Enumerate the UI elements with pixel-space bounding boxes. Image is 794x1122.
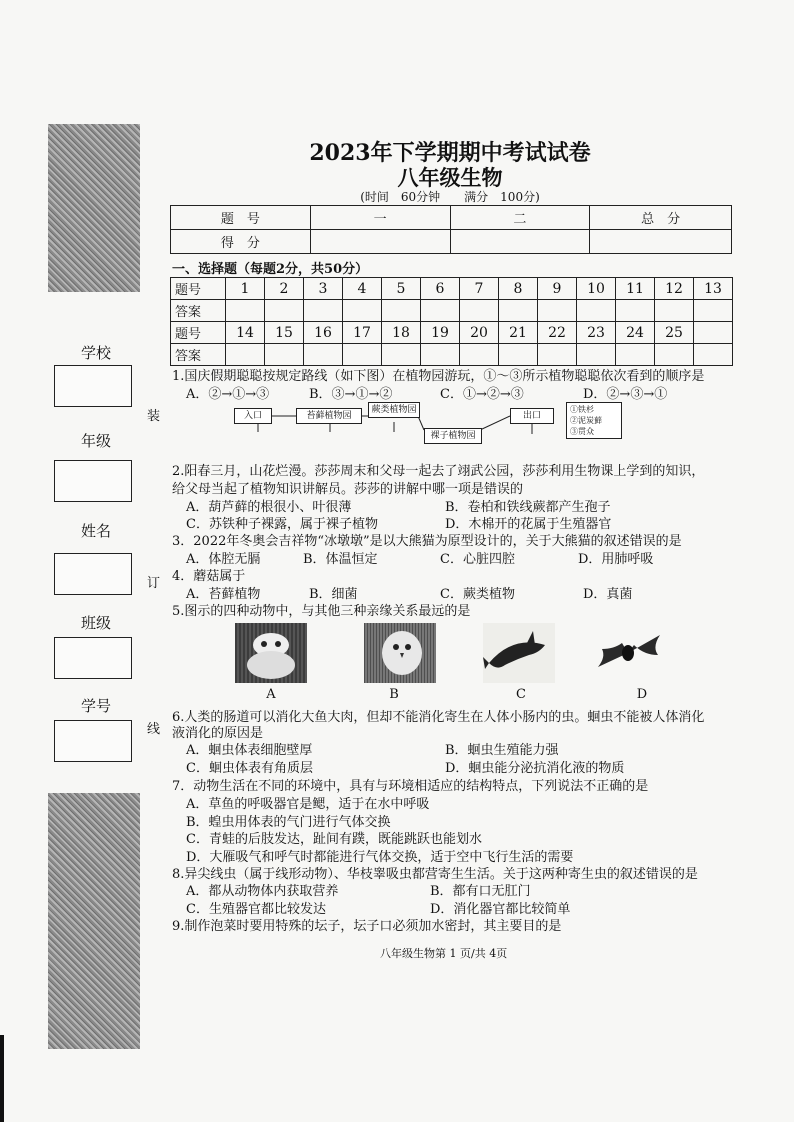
answer-cell[interactable] — [655, 300, 694, 322]
route-fern-garden: 蕨类植物园 — [368, 402, 420, 418]
answer-cell[interactable] — [616, 344, 655, 366]
question-number-cell: 3 — [304, 278, 343, 300]
exam-info: (时间 60分钟 满分 100分) — [360, 190, 540, 204]
answer-row-label: 答案 — [171, 300, 226, 322]
score-cell[interactable] — [310, 230, 450, 254]
answer-cell[interactable] — [343, 300, 382, 322]
animal-image-a — [235, 623, 307, 683]
question-2-line1: 2.阳春三月，山花烂漫。莎莎周末和父母一起去了翊武公园，莎莎利用生物课上学到的知识， — [172, 464, 705, 479]
question-number-cell: 11 — [616, 278, 655, 300]
question-number-cell: 18 — [382, 322, 421, 344]
answer-row-label: 答案 — [171, 344, 226, 366]
route-entrance: 入口 — [234, 408, 272, 424]
q7-option-d: D．大雁吸气和呼气时都能进行气体交换，适于空中飞行生活的需要 — [186, 850, 574, 865]
q1-option-a: A．②→①→③ — [186, 387, 270, 402]
exam-title: 2023年下学期期中考试试卷 — [309, 140, 591, 166]
q7-option-b: B．蝗虫用体表的气门进行气体交换 — [186, 815, 391, 830]
score-row-label: 得 分 — [171, 230, 311, 254]
route-diagram — [232, 400, 618, 446]
answer-cell[interactable] — [460, 300, 499, 322]
question-number-cell: 2 — [265, 278, 304, 300]
score-header-cell: 总 分 — [590, 206, 732, 230]
q6-option-a: A．蛔虫体表细胞壁厚 — [186, 743, 313, 758]
answer-cell[interactable] — [226, 300, 265, 322]
empty-cell — [694, 322, 733, 344]
answer-row-label: 题号 — [171, 278, 226, 300]
q2-option-c: C．苏铁种子裸露，属于裸子植物 — [186, 517, 378, 532]
animal-image-d — [592, 623, 664, 683]
answer-cell[interactable] — [499, 344, 538, 366]
name-label: 姓名 — [80, 522, 111, 540]
student-id-label: 学号 — [80, 697, 111, 715]
answer-cell[interactable] — [538, 344, 577, 366]
answer-cell[interactable] — [616, 300, 655, 322]
question-3: 3．2022年冬奥会吉祥物“冰墩墩”是以大熊猫为原型设计的，关于大熊猫的叙述错误的是 — [172, 534, 682, 549]
question-number-cell: 25 — [655, 322, 694, 344]
shaded-block-bottom — [48, 793, 140, 1049]
q2-option-d: D．木棉开的花属于生殖器官 — [445, 517, 612, 532]
q3-option-a: A．体腔无膈 — [186, 552, 261, 567]
q8-option-b: B．都有口无肛门 — [430, 884, 531, 899]
shaded-block-top — [48, 124, 140, 292]
question-number-cell: 19 — [421, 322, 460, 344]
question-1: 1.国庆假期聪聪按规定路线（如下图）在植物园游玩，①～③所示植物聪聪依次看到的顺序是 — [172, 369, 705, 384]
question-5: 5.图示的四种动物中，与其他三种亲缘关系最远的是 — [172, 604, 471, 619]
answer-cell[interactable] — [421, 300, 460, 322]
q8-option-d: D．消化器官都比较简单 — [430, 902, 571, 917]
answer-cell[interactable] — [304, 344, 343, 366]
answer-cell[interactable] — [343, 344, 382, 366]
score-cell[interactable] — [590, 230, 732, 254]
question-number-cell: 1 — [226, 278, 265, 300]
animal-label-c: C — [516, 687, 526, 702]
q6-option-c: C．蛔虫体表有角质层 — [186, 761, 313, 776]
question-number-cell: 16 — [304, 322, 343, 344]
binding-char-zhuang: 装 — [147, 409, 161, 424]
answer-cell[interactable] — [382, 300, 421, 322]
animal-label-b: B — [389, 687, 399, 702]
section-title: 一、选择题（每题2分，共50分） — [172, 262, 369, 277]
school-label: 学校 — [80, 344, 111, 362]
q6-option-d: D．蛔虫能分泌抗消化液的物质 — [445, 761, 625, 776]
answer-cell[interactable] — [421, 344, 460, 366]
score-header-cell: 一 — [310, 206, 450, 230]
answer-cell[interactable] — [577, 300, 616, 322]
answer-row-label: 题号 — [171, 322, 226, 344]
legend-item: ①铁杉 — [570, 405, 594, 414]
question-number-cell: 9 — [538, 278, 577, 300]
q4-option-c: C．蕨类植物 — [440, 587, 515, 602]
name-box[interactable] — [54, 553, 132, 595]
q8-option-a: A．都从动物体内获取营养 — [186, 884, 339, 899]
legend-item: ③贯众 — [570, 427, 594, 436]
question-number-cell: 20 — [460, 322, 499, 344]
q7-option-a: A．草鱼的呼吸器官是鳃，适于在水中呼吸 — [186, 797, 430, 812]
question-8: 8.异尖线虫（属于线形动物）、华枝睾吸虫都营寄生生活。关于这两种寄生虫的叙述错误的是 — [172, 867, 698, 882]
class-box[interactable] — [54, 637, 132, 679]
exam-subtitle: 八年级生物 — [397, 165, 503, 190]
question-number-cell: 12 — [655, 278, 694, 300]
question-number-cell: 7 — [460, 278, 499, 300]
question-7: 7．动物生活在不同的环境中，具有与环境相适应的结构特点，下列说法不正确的是 — [172, 779, 649, 794]
question-2-line2: 给父母当起了植物知识讲解员。莎莎的讲解中哪一项是错误的 — [172, 482, 524, 497]
question-number-cell: 13 — [694, 278, 733, 300]
question-number-cell: 21 — [499, 322, 538, 344]
question-number-cell: 4 — [343, 278, 382, 300]
school-box[interactable] — [54, 365, 132, 407]
score-header-cell: 二 — [450, 206, 590, 230]
q6-option-b: B．蛔虫生殖能力强 — [445, 743, 559, 758]
class-label: 班级 — [80, 614, 111, 632]
animal-image-c — [483, 623, 555, 683]
route-exit: 出口 — [510, 408, 554, 424]
question-number-cell: 14 — [226, 322, 265, 344]
q3-option-d: D．用肺呼吸 — [578, 552, 654, 567]
question-number-cell: 5 — [382, 278, 421, 300]
question-number-cell: 15 — [265, 322, 304, 344]
route-gymnosperm-garden: 裸子植物园 — [424, 428, 482, 444]
answer-cell[interactable] — [265, 344, 304, 366]
answer-cell[interactable] — [577, 344, 616, 366]
q3-option-b: B．体温恒定 — [303, 552, 378, 567]
answer-cell[interactable] — [655, 344, 694, 366]
route-legend — [566, 402, 622, 439]
legend-item: ②泥炭藓 — [570, 416, 602, 425]
answer-cell[interactable] — [304, 300, 343, 322]
binding-char-xian: 线 — [147, 722, 161, 737]
score-table — [170, 205, 732, 254]
answer-cell[interactable] — [382, 344, 421, 366]
question-4: 4．蘑菇属于 — [172, 569, 246, 584]
answer-cell[interactable] — [226, 344, 265, 366]
q7-option-c: C．青蛙的后肢发达，趾间有蹼，既能跳跃也能划水 — [186, 832, 482, 847]
answer-cell[interactable] — [694, 300, 733, 322]
answer-cell[interactable] — [265, 300, 304, 322]
q1-option-b: B．③→①→② — [309, 387, 393, 402]
q3-option-c: C．心脏四腔 — [440, 552, 515, 567]
q2-option-a: A．葫芦藓的根很小、叶很薄 — [186, 500, 352, 515]
answer-cell[interactable] — [538, 300, 577, 322]
question-number-cell: 10 — [577, 278, 616, 300]
score-cell[interactable] — [450, 230, 590, 254]
scan-edge — [0, 1035, 4, 1122]
binding-char-ding: 订 — [147, 576, 161, 591]
question-number-cell: 24 — [616, 322, 655, 344]
question-number-cell: 22 — [538, 322, 577, 344]
animal-label-a: A — [266, 687, 276, 702]
question-number-cell: 8 — [499, 278, 538, 300]
animal-image-b — [364, 623, 436, 683]
q2-option-b: B．卷柏和铁线蕨都产生孢子 — [445, 500, 611, 515]
question-9: 9.制作泡菜时要用特殊的坛子，坛子口必须加水密封，其主要目的是 — [172, 919, 562, 934]
animal-label-d: D — [636, 687, 648, 702]
question-number-cell: 6 — [421, 278, 460, 300]
answer-cell[interactable] — [460, 344, 499, 366]
page-footer: 八年级生物第 1 页/共 4页 — [380, 947, 508, 960]
answer-cell[interactable] — [499, 300, 538, 322]
question-6-line1: 6.人类的肠道可以消化大鱼大肉，但却不能消化寄生在人体小肠内的虫。蛔虫不能被人体消化 — [172, 710, 705, 725]
q4-option-b: B．细菌 — [309, 587, 358, 602]
q8-option-c: C．生殖器官都比较发达 — [186, 902, 326, 917]
answer-cell[interactable] — [694, 344, 733, 366]
answer-table — [170, 277, 733, 366]
q4-option-d: D．真菌 — [583, 587, 633, 602]
question-6-line2: 液消化的原因是 — [172, 726, 264, 741]
question-number-cell: 17 — [343, 322, 382, 344]
score-header-cell: 题 号 — [171, 206, 311, 230]
student-id-box[interactable] — [54, 720, 132, 762]
question-number-cell: 23 — [577, 322, 616, 344]
grade-box[interactable] — [54, 460, 132, 502]
q1-option-d: D．②→③→① — [583, 387, 668, 402]
q4-option-a: A．苔藓植物 — [186, 587, 261, 602]
grade-label: 年级 — [80, 432, 111, 450]
route-moss-garden: 苔藓植物园 — [296, 408, 362, 424]
q1-option-c: C．①→②→③ — [440, 387, 524, 402]
